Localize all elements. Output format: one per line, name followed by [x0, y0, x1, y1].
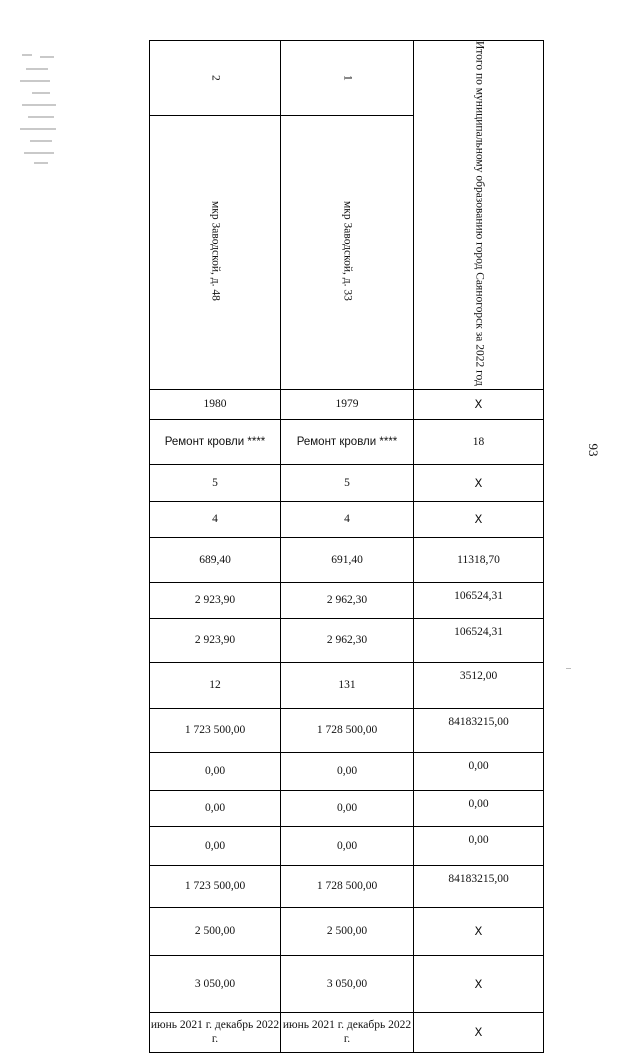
cell: 1 723 500,00	[150, 865, 281, 907]
table-row	[150, 618, 544, 662]
cell: 12	[150, 662, 281, 708]
page-number: 93	[586, 443, 601, 457]
cell: 5	[281, 464, 414, 501]
cell: 4	[281, 501, 414, 537]
table-row	[150, 1012, 544, 1052]
cell: июнь 2021 г. декабрь 2022 г.	[150, 1012, 281, 1052]
cell: 0,00	[414, 826, 544, 865]
cell: 2 923,90	[150, 582, 281, 618]
col1-address: мкр Заводской, д. 48	[209, 201, 222, 301]
cell: 1980	[150, 389, 281, 419]
cell: 1 728 500,00	[281, 865, 414, 907]
table-row	[150, 826, 544, 865]
col1-number-cell	[150, 41, 281, 116]
cross-cell: X	[414, 501, 544, 537]
cell: 0,00	[414, 790, 544, 826]
cell: 3512,00	[414, 662, 544, 708]
cross-cell: X	[414, 389, 544, 419]
cell: 4	[150, 501, 281, 537]
table-row	[150, 464, 544, 501]
cell: 2 923,90	[150, 618, 281, 662]
cell: 106524,31	[414, 582, 544, 618]
col2-address: мкр Заводской, д. 33	[341, 201, 354, 301]
cell: 18	[414, 419, 544, 464]
total-label: Итого по муниципальному образованию город Саяногорск за 2022 год	[473, 41, 486, 386]
cell: 84183215,00	[414, 708, 544, 752]
cell: 84183215,00	[414, 865, 544, 907]
table-row	[150, 419, 544, 464]
table-row	[150, 662, 544, 708]
cell: 0,00	[281, 790, 414, 826]
cell: 0,00	[281, 826, 414, 865]
cell: 2 962,30	[281, 582, 414, 618]
cross-cell: X	[414, 1012, 544, 1052]
cell: Ремонт кровли ****	[150, 419, 281, 464]
cell: 2 962,30	[281, 618, 414, 662]
cell: 0,00	[414, 752, 544, 790]
table-row	[150, 708, 544, 752]
col2-number-cell	[281, 41, 414, 116]
table-row	[150, 907, 544, 955]
cell: 5	[150, 464, 281, 501]
cell: июнь 2021 г. декабрь 2022 г.	[281, 1012, 414, 1052]
cell: 11318,70	[414, 537, 544, 582]
cell: 2 500,00	[150, 907, 281, 955]
cell: Ремонт кровли ****	[281, 419, 414, 464]
cell: 0,00	[150, 826, 281, 865]
cell: 131	[281, 662, 414, 708]
table-row	[150, 501, 544, 537]
table-row	[150, 582, 544, 618]
margin-mark	[566, 668, 571, 669]
cell: 106524,31	[414, 618, 544, 662]
cell: 2 500,00	[281, 907, 414, 955]
col2-address-cell	[281, 116, 414, 390]
cell: 3 050,00	[281, 955, 414, 1012]
cell: 0,00	[150, 790, 281, 826]
cross-cell: X	[414, 464, 544, 501]
table-row	[150, 790, 544, 826]
total-header-cell	[414, 41, 544, 390]
table-row	[150, 752, 544, 790]
cross-cell: X	[414, 955, 544, 1012]
margin-scan-stamp	[18, 50, 66, 168]
table-row	[150, 389, 544, 419]
col2-number: 1	[341, 75, 354, 82]
cell: 691,40	[281, 537, 414, 582]
header-number-row	[150, 41, 544, 116]
table-row	[150, 865, 544, 907]
col1-address-cell	[150, 116, 281, 390]
data-table	[149, 40, 544, 1053]
cell: 0,00	[281, 752, 414, 790]
cell: 3 050,00	[150, 955, 281, 1012]
col1-number: 2	[209, 75, 222, 82]
table-row	[150, 537, 544, 582]
cell: 1979	[281, 389, 414, 419]
cell: 0,00	[150, 752, 281, 790]
table-row	[150, 955, 544, 1012]
cell: 1 728 500,00	[281, 708, 414, 752]
cell: 689,40	[150, 537, 281, 582]
cross-cell: X	[414, 907, 544, 955]
cell: 1 723 500,00	[150, 708, 281, 752]
